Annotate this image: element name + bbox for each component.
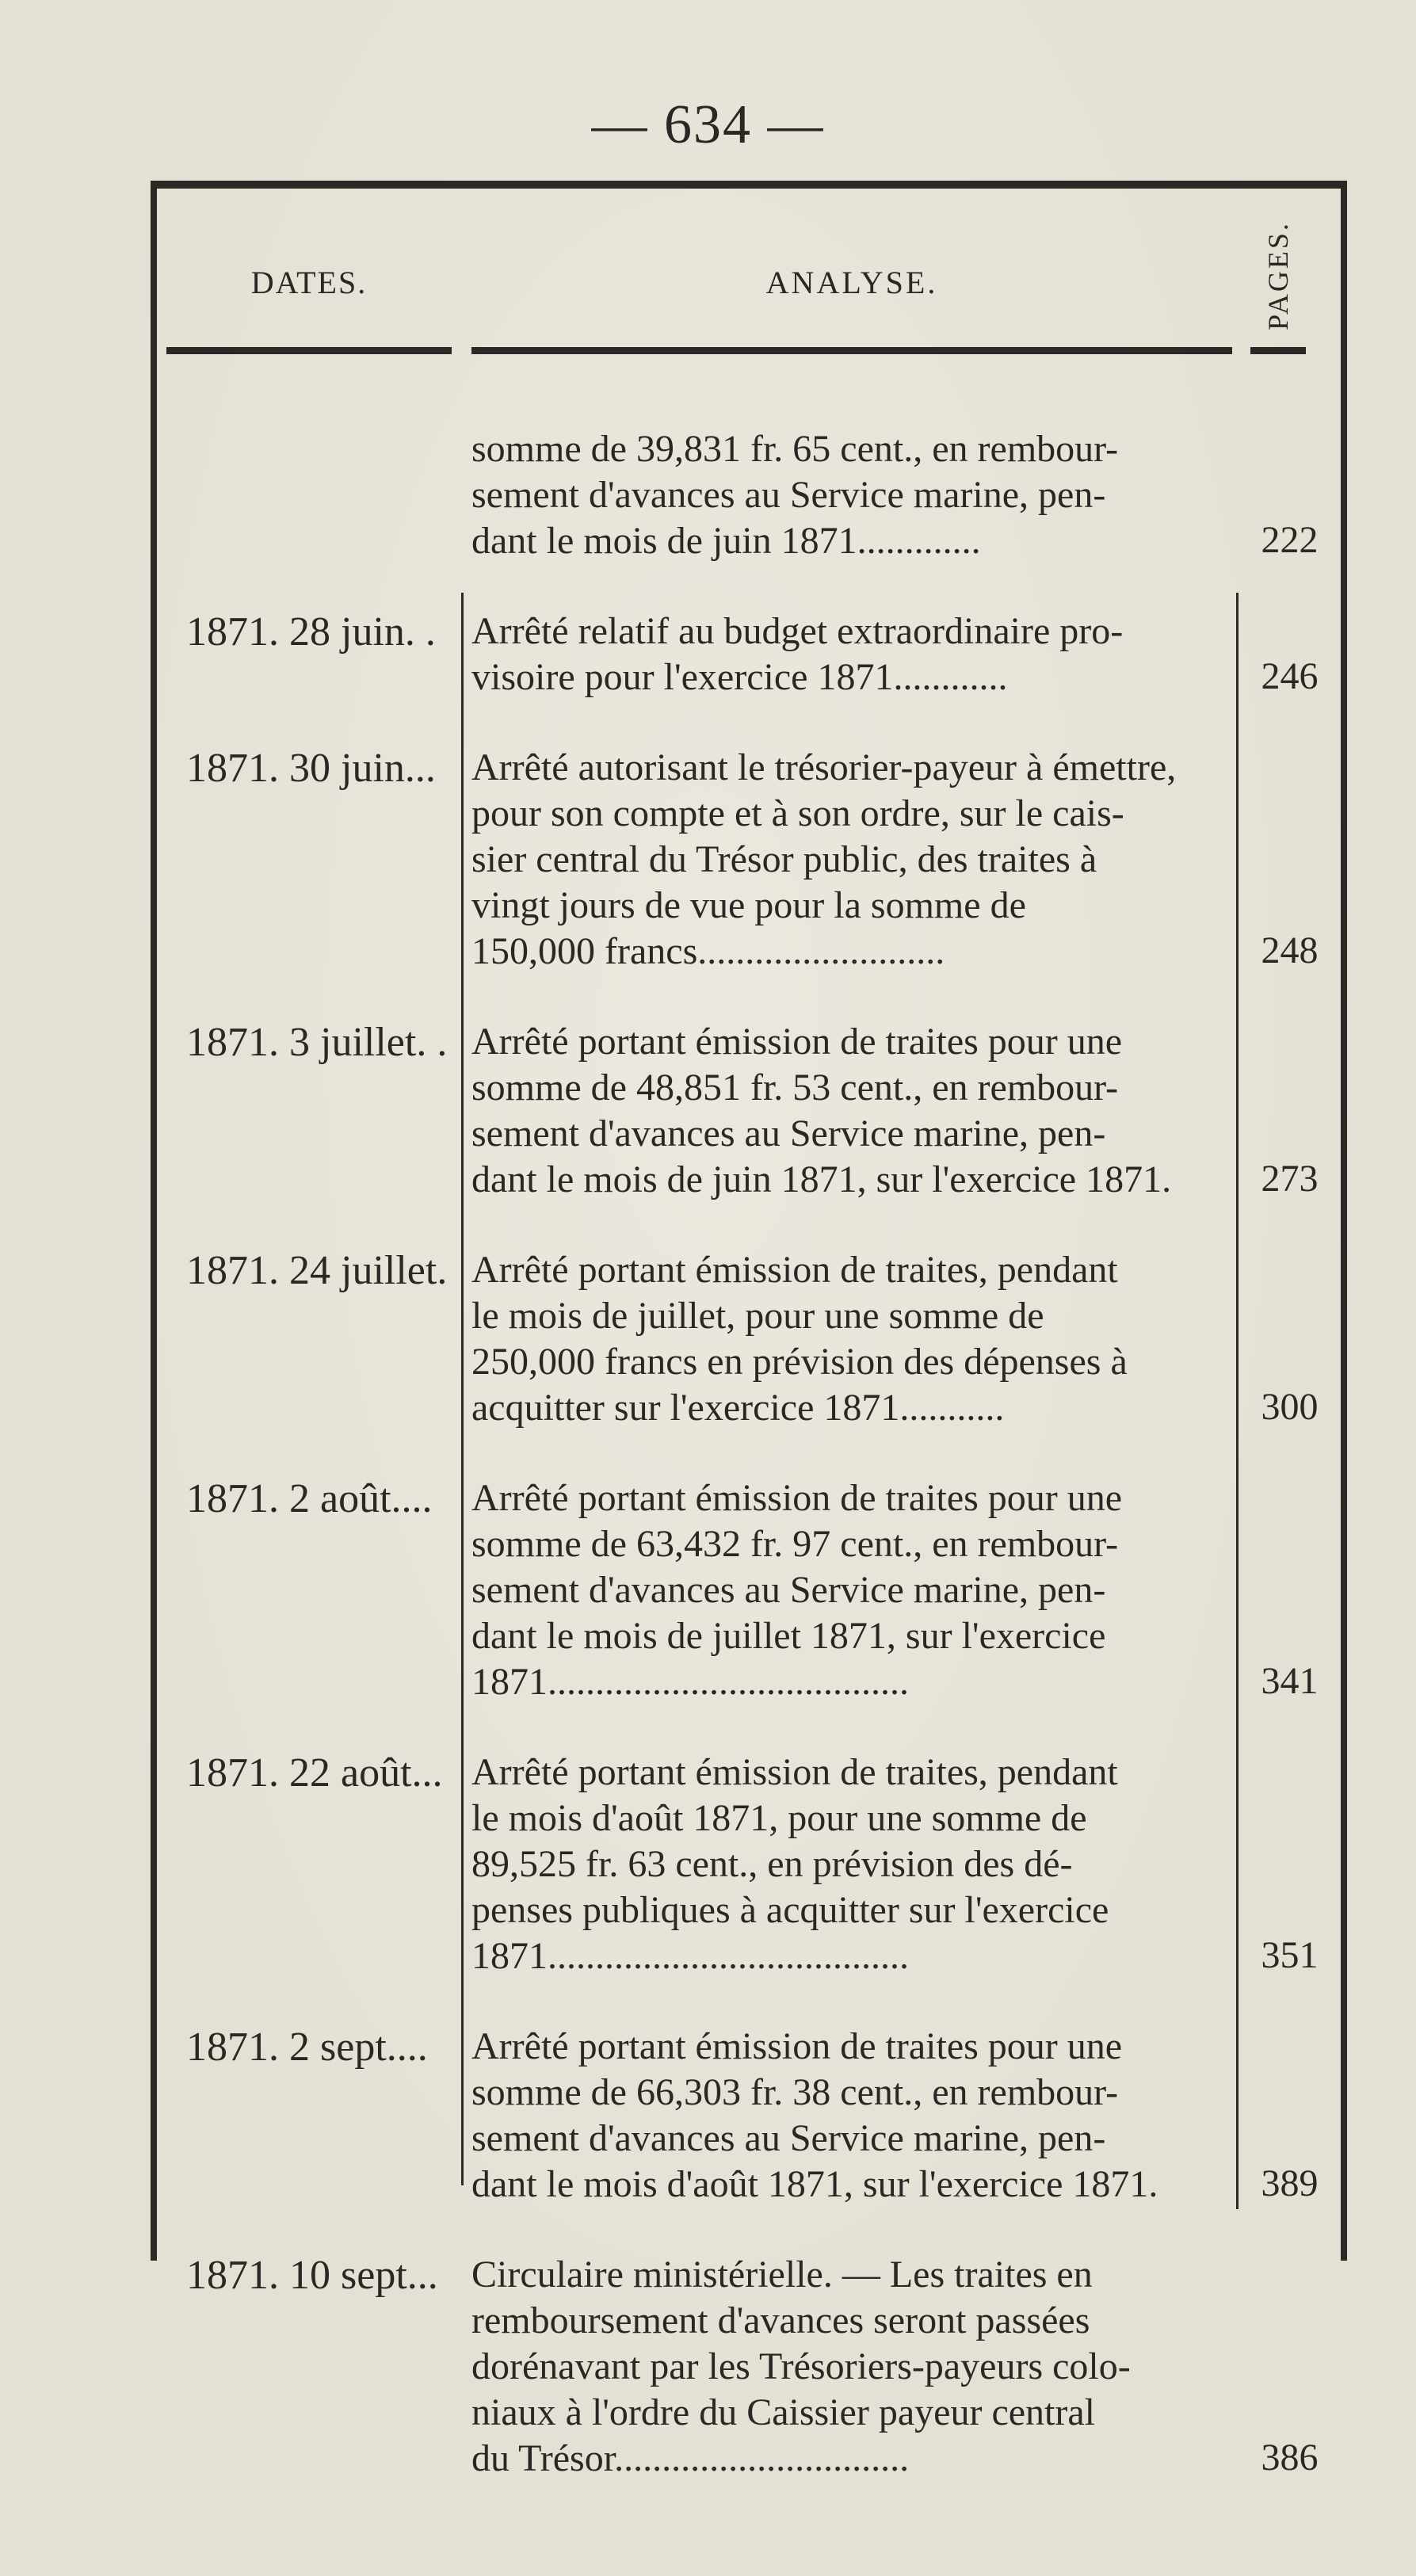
analysis-line: Circulaire ministérielle. — Les traites en — [471, 2254, 1093, 2296]
table-top-rule — [151, 181, 1347, 189]
analysis-line: somme de 66,303 fr. 38 cent., en rembour- — [471, 2071, 1119, 2113]
header-rule-pages — [1250, 347, 1306, 354]
analysis-line: somme de 39,831 fr. 65 cent., en rembour- — [471, 428, 1119, 470]
analysis-line: sement d'avances au Service marine, pen- — [471, 1569, 1106, 1611]
analysis-line: pour son compte et à son ordre, sur le cais- — [471, 792, 1124, 834]
table-right-rule — [1341, 181, 1347, 2261]
analysis-line: Arrêté autorisant le trésorier-payeur à émettre, — [471, 746, 1177, 788]
analysis-line: du Trésor............................... — [471, 2437, 910, 2479]
entry-page-number: 300 — [1261, 1386, 1319, 1428]
column-divider-pages — [1236, 593, 1239, 2209]
analysis-line: visoire pour l'exercice 1871............ — [471, 656, 1008, 698]
entry-date: 1871. 2 août.... — [186, 1476, 433, 1521]
entry-analysis — [471, 745, 1228, 975]
analysis-line: Arrêté portant émission de traites pour une — [471, 1021, 1123, 1063]
entry-date: 1871. 22 août... — [186, 1750, 443, 1796]
entry-page-number: 273 — [1261, 1158, 1319, 1200]
analysis-line: Arrêté portant émission de traites, pendant — [471, 1249, 1118, 1291]
entry-date: 1871. 2 sept.... — [186, 2025, 428, 2070]
entry-analysis — [471, 2252, 1228, 2482]
analysis-line: dant le mois de juin 1871............. — [471, 520, 981, 562]
entry-page-number: 386 — [1261, 2437, 1319, 2479]
page-number: — 634 — — [591, 94, 825, 155]
entry-analysis — [471, 2024, 1228, 2208]
entry-analysis — [471, 1247, 1228, 1431]
analysis-line: 1871...................................... — [471, 1661, 909, 1703]
entry-analysis — [471, 609, 1228, 700]
analysis-line: 250,000 francs en prévision des dépenses à — [471, 1341, 1128, 1383]
analysis-line: le mois d'août 1871, pour une somme de — [471, 1797, 1087, 1839]
analysis-line: Arrêté relatif au budget extraordinaire pro- — [471, 610, 1124, 652]
analysis-line: Arrêté portant émission de traites pour une — [471, 1477, 1123, 1519]
analysis-line: 1871...................................... — [471, 1935, 909, 1977]
analysis-line: dant le mois de juin 1871, sur l'exercice 1871. — [471, 1158, 1172, 1200]
column-header-analyse: ANALYSE. — [765, 265, 938, 300]
entry-page-number: 222 — [1261, 519, 1319, 561]
analysis-line: sement d'avances au Service marine, pen- — [471, 2117, 1106, 2159]
analysis-line: niaux à l'ordre du Caissier payeur central — [471, 2391, 1096, 2433]
entry-analysis — [471, 426, 1228, 564]
entry-date: 1871. 24 juillet. — [186, 1248, 448, 1293]
entry-page-number: 248 — [1261, 929, 1319, 971]
analysis-line: penses publiques à acquitter sur l'exercice — [471, 1889, 1109, 1931]
column-header-pages — [1250, 212, 1306, 339]
entry-analysis — [471, 1475, 1228, 1705]
table-left-rule — [151, 181, 157, 2261]
analysis-line: dant le mois d'août 1871, sur l'exercice 1871. — [471, 2163, 1158, 2205]
analysis-line: le mois de juillet, pour une somme de — [471, 1295, 1044, 1337]
analysis-line: remboursement d'avances seront passées — [471, 2299, 1090, 2341]
column-header-pages-label: PAGES. — [1262, 221, 1294, 330]
entry-page-number: 246 — [1261, 655, 1319, 697]
analysis-line: dorénavant par les Trésoriers-payeurs colo- — [471, 2345, 1131, 2387]
analysis-line: Arrêté portant émission de traites, pendant — [471, 1751, 1118, 1793]
table-frame — [151, 181, 1347, 2479]
analysis-line: 89,525 fr. 63 cent., en prévision des dé- — [471, 1843, 1073, 1885]
analysis-line: sement d'avances au Service marine, pen- — [471, 474, 1106, 516]
header-rule-dates — [166, 347, 452, 354]
entry-date: 1871. 28 juin. . — [186, 609, 436, 654]
entry-date: 1871. 3 juillet. . — [186, 1020, 448, 1065]
analysis-line: somme de 63,432 fr. 97 cent., en rembour- — [471, 1523, 1119, 1565]
analysis-line: sier central du Trésor public, des traites à — [471, 838, 1097, 880]
entry-date: 1871. 30 juin... — [186, 746, 436, 791]
analysis-line: acquitter sur l'exercice 1871........... — [471, 1387, 1005, 1429]
analysis-line: sement d'avances au Service marine, pen- — [471, 1112, 1106, 1154]
entry-analysis — [471, 1019, 1228, 1203]
analysis-line: 150,000 francs.......................... — [471, 930, 945, 972]
analysis-line: dant le mois de juillet 1871, sur l'exercice — [471, 1615, 1106, 1657]
entry-page-number: 351 — [1261, 1934, 1319, 1976]
analysis-line: Arrêté portant émission de traites pour une — [471, 2025, 1123, 2067]
entry-analysis — [471, 1750, 1228, 1979]
entry-page-number: 341 — [1261, 1660, 1319, 1702]
entry-date: 1871. 10 sept... — [186, 2253, 438, 2298]
analysis-line: vingt jours de vue pour la somme de — [471, 884, 1026, 926]
column-divider-dates — [461, 593, 464, 2185]
entry-page-number: 389 — [1261, 2162, 1319, 2204]
analysis-line: somme de 48,851 fr. 53 cent., en rembour- — [471, 1067, 1119, 1109]
column-header-dates: DATES. — [250, 265, 368, 300]
header-rule-analyse — [471, 347, 1232, 354]
